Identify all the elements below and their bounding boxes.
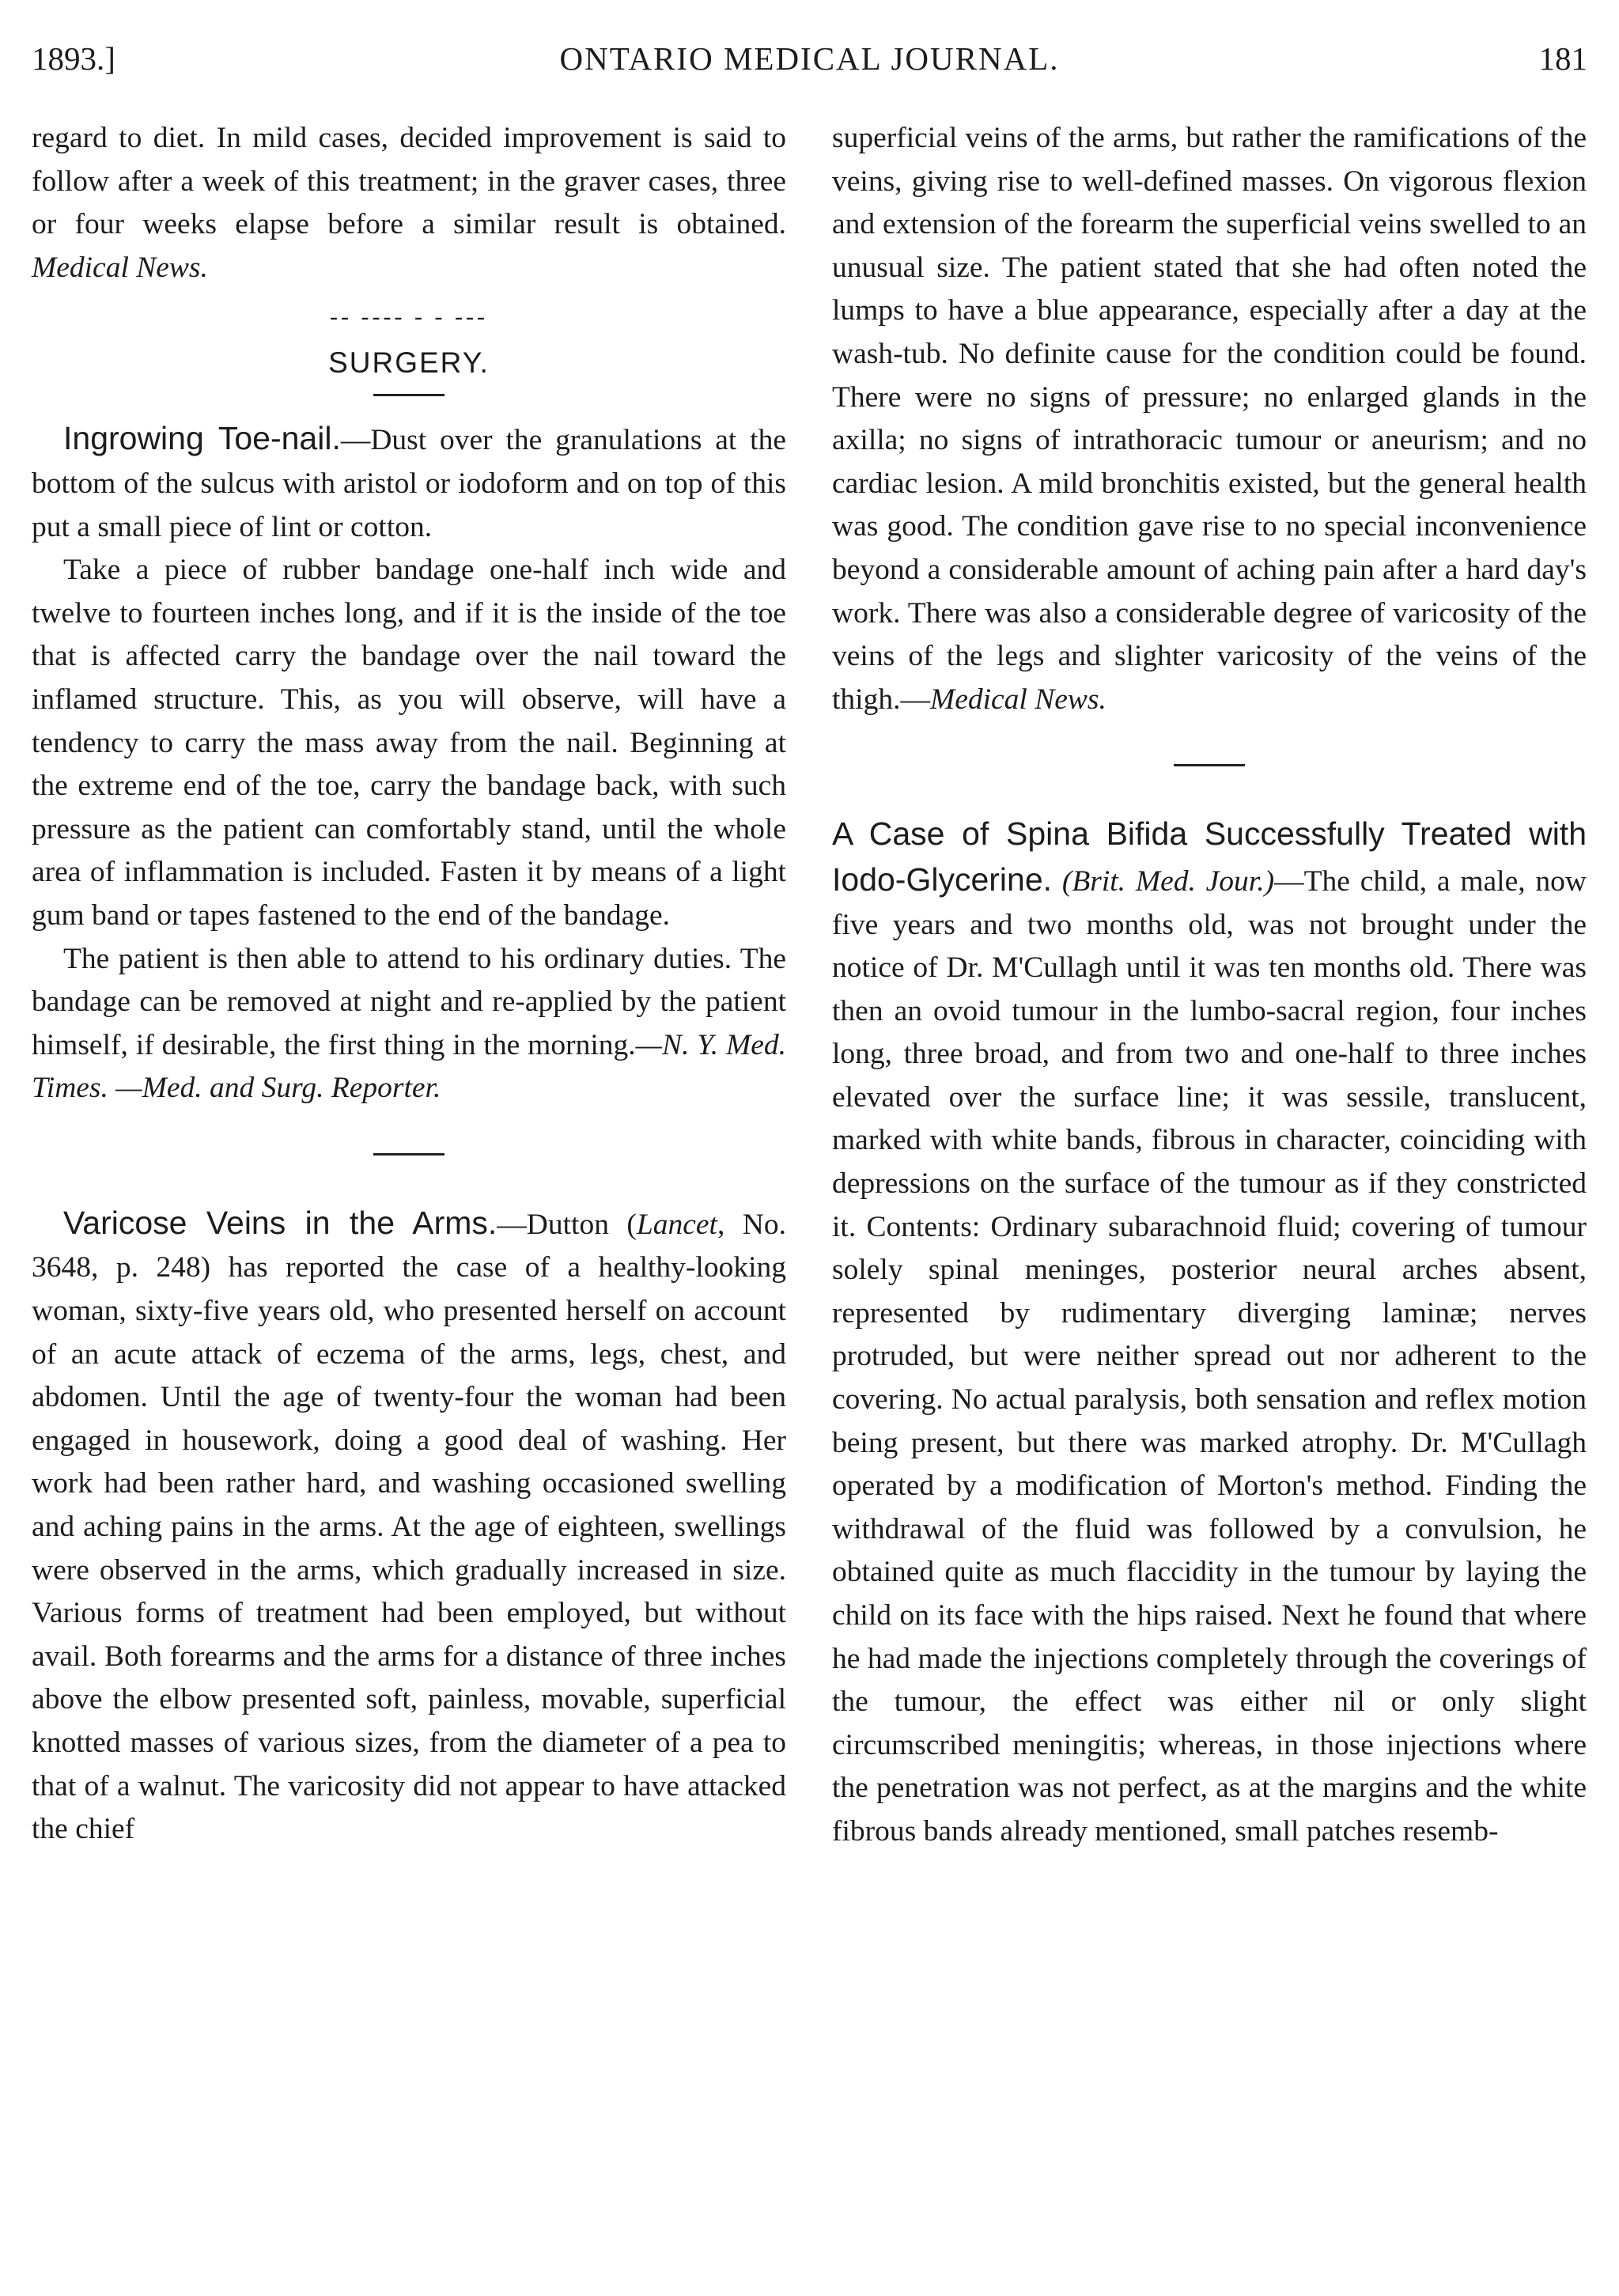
source-citation: (Brit. Med. Jour.) xyxy=(1061,864,1275,898)
running-head xyxy=(32,40,1587,87)
varicose-continuation: superficial veins of the arms, but rather the ramifications of the veins, giving rise to well-defined masses. On vigorous flexion and extension of the forearm the superficial veins swelled to an unusual size. The patient stated that she had often noted the lumps to have a blue appearance, especially after a day at the wash-tub. No definite cause for the condition could be found. There were no signs of pressure; no enlarged glands in the axilla; no signs of intrathoracic tumour or aneurism; and no cardiac lesion. A mild bronchitis existed, but the general health was good. The condition gave rise to no special inconvenience beyond a considerable amount of aching pain after a hard day's work. There was also a considerable degree of varicosity of the veins of the legs and slighter varicosity of the veins of the thigh.—Medical News. xyxy=(832,122,1587,716)
source-citation: —N. Y. Med. Times. —Med. and Surg. Reporter. xyxy=(32,1028,786,1105)
source-citation: Medical News. xyxy=(32,251,208,284)
article-rule xyxy=(1174,764,1245,766)
article-rule xyxy=(373,1153,444,1156)
page-number: 181 xyxy=(1538,40,1587,77)
dash-separator: -- ---- - - --- xyxy=(330,304,488,331)
toenail-paragraph-2: Take a piece of rubber bandage one-half inch wide and twelve to fourteen inches long, and if it is the inside of the toe that is affected carry the bandage over the nail toward the inflamed structure. This, as you will observe, will have a tendency to carry the mass away from the nail. Beginning at the extreme end of the toe, carry the bandage back, with such pressure as the patient can comfortably stand, until the whole area of inflammation is included. Fasten it by means of a light gum band or tapes fastened to the end of the bandage. xyxy=(32,554,786,932)
article-title-spina-bifida: A Case of Spina Bifida Successfully Treated with Iodo-Glycerine. xyxy=(832,815,1587,898)
source-citation: Medical News. xyxy=(929,683,1106,716)
journal-title: ONTARIO MEDICAL JOURNAL. xyxy=(559,40,1060,77)
spina-bifida-paragraph: A Case of Spina Bifida Successfully Treated with Iodo-Glycerine. (Brit. Med. Jour.)—The child, a male, now five years and two months old, was not brought under the notice of Dr. M'Cullagh until it was ten months old. There was then an ovoid tumour in the lumbo-sacral region, four inches long, three broad, and from two and one-half to three inches elevated over the surface line; it was sessile, translucent, marked with white bands, fibrous in character, coinciding with depressions on the surface of the tumour as if they constricted it. Contents: Ordinary subarachnoid fluid; covering of tumour solely spinal meninges, posterior neural arches absent, represented by rudimentary diverging laminæ; nerves protruded, but were neither spread out nor adherent to the covering. No actual paralysis, both sensation and reflex motion being present, but there was marked atrophy. Dr. M'Cullagh operated by a modification of Morton's method. Finding the withdrawal of the fluid was followed by a convulsion, he obtained quite as much flaccidity in the tumour by laying the child on its face with the hips raised. Next he found that where he had made the injections completely through the coverings of the tumour, the effect was either nil or only slight circumscribed meningitis; whereas, in those injections where the penetration was not perfect, as at the margins and the white fibrous bands already mentioned, small patches resemb- xyxy=(832,815,1587,1848)
section-heading-surgery: SURGERY. xyxy=(328,346,490,380)
varicose-paragraph: Varicose Veins in the Arms.—Dutton (Lancet, No. 3648, p. 248) has reported the case of a healthy-looking woman, sixty-five years old, who presented herself on account of an acute attack of eczema of the arms, legs, chest, and abdomen. Until the age of twenty-four the woman had been engaged in housework, doing a good deal of washing. Her work had been rather hard, and washing occasioned swelling and aching pains in the arms. At the age of eighteen, swellings were observed in the arms, which gradually increased in size. Various forms of treatment had been employed, but without avail. Both forearms and the arms for a distance of three inches above the elbow presented soft, painless, movable, superficial knotted masses of various sizes, from the diameter of a pea to that of a walnut. The varicosity did not appear to have attacked the chief xyxy=(32,1204,786,1846)
left-column xyxy=(32,117,786,1852)
diet-paragraph: regard to diet. In mild cases, decided improvement is said to follow after a week of this treatment; in the graver cases, three or four weeks elapse before a similar result is obtained. Medical News. xyxy=(32,122,786,284)
toenail-paragraph: Ingrowing Toe-nail.—Dust over the granulations at the bottom of the sulcus with aristol or iodoform and on top of this put a small piece of lint or cotton. xyxy=(32,420,786,543)
header-year: 1893.] xyxy=(32,40,115,77)
article-title-varicose: Varicose Veins in the Arms. xyxy=(63,1204,497,1241)
right-column xyxy=(832,117,1587,1854)
toenail-paragraph-3: The patient is then able to attend to his ordinary duties. The bandage can be removed at night and re-applied by the patient himself, if desirable, the first thing in the morning.—N. Y. Med. Times. —Med. and Surg. Reporter. xyxy=(32,942,786,1105)
section-rule xyxy=(373,394,444,396)
article-title-toenail: Ingrowing Toe-nail. xyxy=(63,420,341,457)
